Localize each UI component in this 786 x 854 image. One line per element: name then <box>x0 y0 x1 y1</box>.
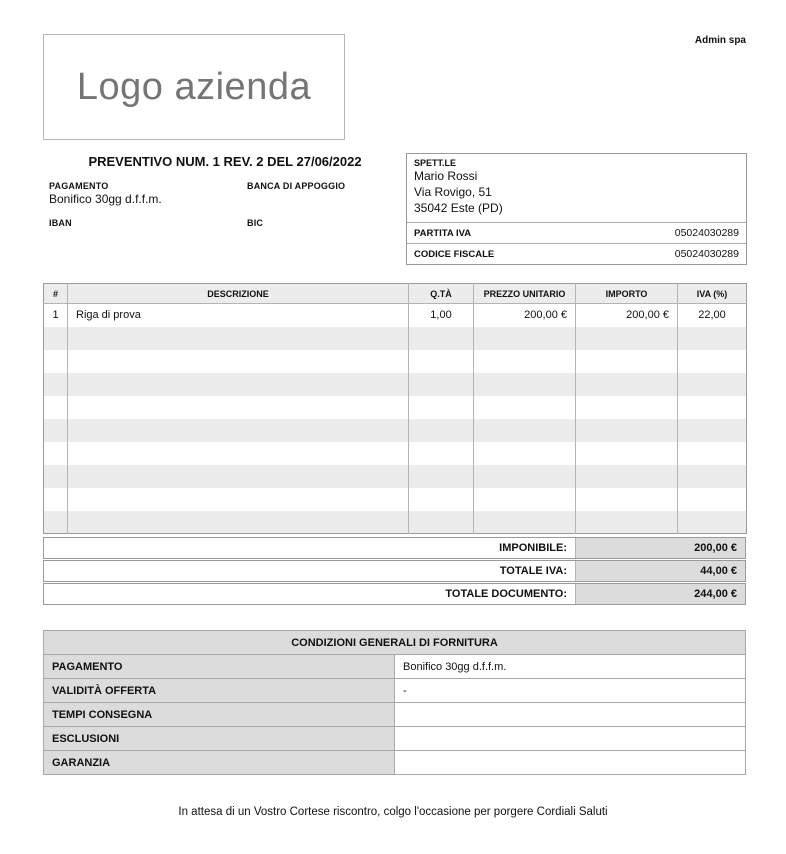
document-info-block <box>43 154 407 246</box>
closing-note: In attesa di un Vostro Cortese riscontro, colgo l'occasione per porgere Cordiali Saluti <box>178 806 608 818</box>
empty-cell <box>474 373 576 396</box>
empty-cell <box>44 396 68 419</box>
condition-value <box>395 703 746 727</box>
item-descrizione: Riga di prova <box>68 304 409 327</box>
partita-iva-value: 05024030289 <box>674 227 739 239</box>
empty-item-row <box>44 419 747 442</box>
iban-field <box>49 218 247 246</box>
condition-label: GARANZIA <box>44 751 395 775</box>
condition-label: TEMPI CONSEGNA <box>44 703 395 727</box>
totale-documento-value: 244,00 € <box>575 584 745 604</box>
empty-cell <box>576 465 678 488</box>
totale-iva-label: TOTALE IVA: <box>499 565 567 577</box>
empty-cell <box>68 442 409 465</box>
imponibile-row <box>43 537 746 559</box>
codice-fiscale-value: 05024030289 <box>674 248 739 260</box>
condition-row-validita-offerta <box>44 679 746 703</box>
imponibile-label: IMPONIBILE: <box>499 542 567 554</box>
company-name: Admin spa <box>694 35 746 46</box>
condition-row-tempi-consegna <box>44 703 746 727</box>
totale-documento-row <box>43 583 746 605</box>
empty-cell <box>678 488 747 511</box>
condition-row-pagamento <box>44 655 746 679</box>
empty-item-row <box>44 488 747 511</box>
company-logo-text: Logo azienda <box>76 65 312 108</box>
empty-cell <box>44 488 68 511</box>
empty-cell <box>678 327 747 350</box>
condition-value: Bonifico 30gg d.f.f.m. <box>395 655 746 679</box>
condition-value <box>395 751 746 775</box>
totals-section <box>43 537 746 606</box>
item-prezzo-unitario: 200,00 € <box>474 304 576 327</box>
column-header-descrizione: DESCRIZIONE <box>68 284 409 304</box>
empty-cell <box>409 373 474 396</box>
condition-label: PAGAMENTO <box>44 655 395 679</box>
iban-label: IBAN <box>49 218 72 228</box>
items-table <box>43 283 747 534</box>
empty-cell <box>576 511 678 534</box>
recipient-city: 35042 Este (PD) <box>414 201 503 215</box>
imponibile-value: 200,00 € <box>575 538 745 558</box>
recipient-label: SPETT.LE <box>414 158 457 168</box>
empty-item-row <box>44 511 747 534</box>
empty-cell <box>576 419 678 442</box>
bic-field <box>247 218 407 246</box>
condition-value <box>395 727 746 751</box>
empty-cell <box>474 419 576 442</box>
empty-cell <box>678 442 747 465</box>
document-title: PREVENTIVO NUM. 1 REV. 2 DEL 27/06/2022 <box>88 154 362 169</box>
empty-cell <box>409 511 474 534</box>
empty-cell <box>576 327 678 350</box>
empty-cell <box>474 442 576 465</box>
empty-cell <box>44 419 68 442</box>
empty-cell <box>44 373 68 396</box>
empty-cell <box>68 350 409 373</box>
empty-cell <box>678 419 747 442</box>
column-header-iva: IVA (%) <box>678 284 747 304</box>
item-importo: 200,00 € <box>576 304 678 327</box>
column-header-importo: IMPORTO <box>576 284 678 304</box>
recipient-box <box>406 153 747 265</box>
recipient-address-block <box>407 154 746 222</box>
empty-item-row <box>44 442 747 465</box>
condition-row-garanzia <box>44 751 746 775</box>
empty-cell <box>409 350 474 373</box>
condition-label: ESCLUSIONI <box>44 727 395 751</box>
items-table-body <box>44 304 747 534</box>
empty-cell <box>44 350 68 373</box>
banca-appoggio-label: BANCA DI APPOGGIO <box>247 181 346 191</box>
items-header-row <box>44 284 747 304</box>
empty-cell <box>474 465 576 488</box>
empty-cell <box>409 396 474 419</box>
column-header-prezzo-unitario: PREZZO UNITARIO <box>474 284 576 304</box>
company-logo-box <box>43 34 345 140</box>
empty-cell <box>68 488 409 511</box>
empty-cell <box>68 396 409 419</box>
empty-cell <box>576 442 678 465</box>
empty-cell <box>678 373 747 396</box>
item-iva: 22,00 <box>678 304 747 327</box>
empty-item-row <box>44 396 747 419</box>
totale-iva-value: 44,00 € <box>575 561 745 581</box>
empty-cell <box>576 488 678 511</box>
empty-cell <box>409 488 474 511</box>
empty-cell <box>576 373 678 396</box>
empty-cell <box>678 465 747 488</box>
empty-cell <box>44 465 68 488</box>
column-header-qta: Q.TÀ <box>409 284 474 304</box>
banca-appoggio-value <box>247 192 407 209</box>
banca-appoggio-field <box>247 181 407 209</box>
pagamento-field <box>49 181 247 209</box>
conditions-title-row <box>44 631 746 655</box>
recipient-name: Mario Rossi <box>414 169 478 183</box>
bic-label: BIC <box>247 218 264 228</box>
codice-fiscale-label: CODICE FISCALE <box>414 248 495 260</box>
bic-value <box>247 229 407 246</box>
empty-cell <box>44 442 68 465</box>
items-table-header <box>44 284 747 304</box>
empty-cell <box>474 327 576 350</box>
empty-cell <box>68 373 409 396</box>
iban-value <box>49 229 247 246</box>
empty-item-row <box>44 350 747 373</box>
empty-cell <box>68 511 409 534</box>
condition-label: VALIDITÀ OFFERTA <box>44 679 395 703</box>
empty-cell <box>474 488 576 511</box>
empty-cell <box>409 419 474 442</box>
partita-iva-label: PARTITA IVA <box>414 227 472 239</box>
empty-cell <box>44 327 68 350</box>
empty-cell <box>409 327 474 350</box>
empty-item-row <box>44 373 747 396</box>
empty-cell <box>678 396 747 419</box>
empty-cell <box>409 442 474 465</box>
empty-cell <box>576 350 678 373</box>
recipient-street: Via Rovigo, 51 <box>414 185 492 199</box>
empty-cell <box>678 511 747 534</box>
empty-item-row <box>44 465 747 488</box>
codice-fiscale-row <box>407 243 746 264</box>
condition-value: - <box>395 679 746 703</box>
empty-cell <box>474 350 576 373</box>
pagamento-label: PAGAMENTO <box>49 181 109 191</box>
item-row <box>44 304 747 327</box>
column-header-num: # <box>44 284 68 304</box>
item-qta: 1,00 <box>409 304 474 327</box>
empty-cell <box>474 396 576 419</box>
partita-iva-row <box>407 222 746 243</box>
totale-iva-row <box>43 560 746 582</box>
empty-cell <box>576 396 678 419</box>
empty-item-row <box>44 327 747 350</box>
empty-cell <box>678 350 747 373</box>
item-num: 1 <box>52 309 59 322</box>
empty-cell <box>474 511 576 534</box>
empty-cell <box>44 511 68 534</box>
totale-documento-label: TOTALE DOCUMENTO: <box>445 588 567 600</box>
empty-cell <box>68 419 409 442</box>
pagamento-value: Bonifico 30gg d.f.f.m. <box>49 192 162 206</box>
empty-cell <box>409 465 474 488</box>
empty-cell <box>68 327 409 350</box>
empty-cell <box>68 465 409 488</box>
conditions-table <box>43 630 746 775</box>
condition-row-esclusioni <box>44 727 746 751</box>
conditions-title: CONDIZIONI GENERALI DI FORNITURA <box>44 631 746 655</box>
payment-info-grid <box>43 181 407 246</box>
